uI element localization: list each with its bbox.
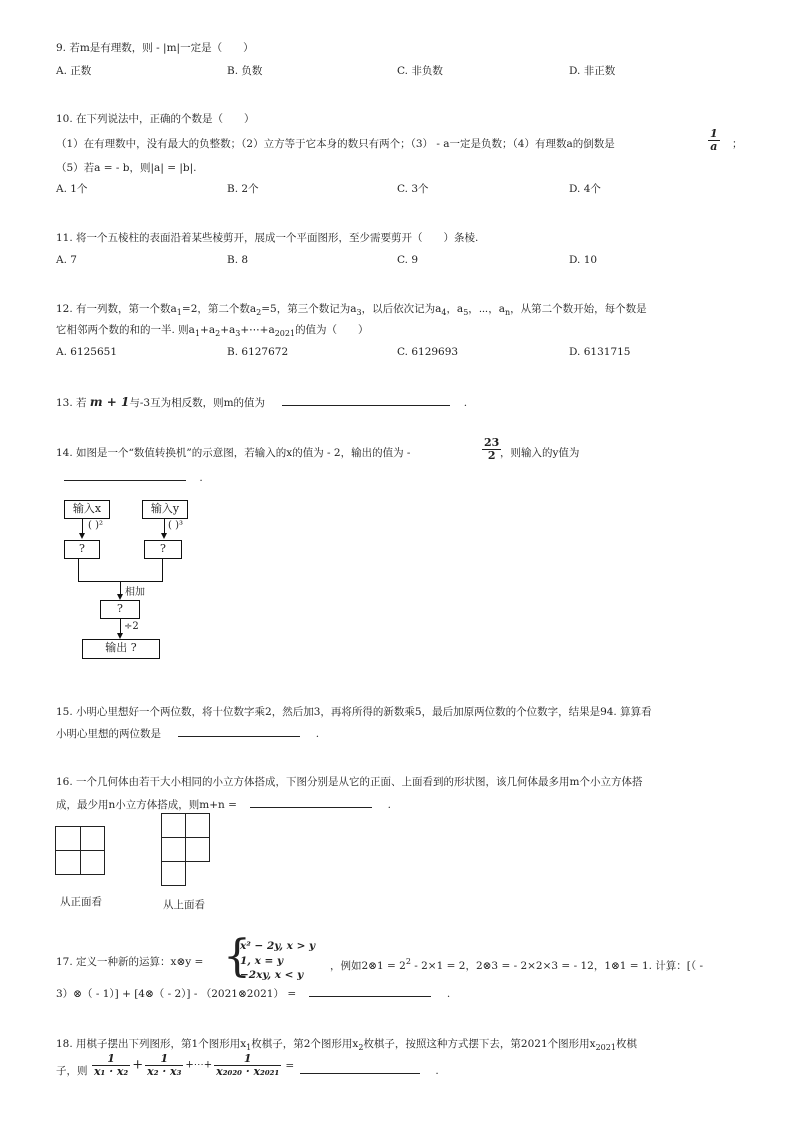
q10-stem: 10. 在下列说法中，正确的个数是（ ） — [56, 113, 255, 125]
subscript: 3 — [235, 329, 241, 338]
fraction-numerator: 1 — [710, 127, 718, 140]
q17-stem-pre: 17. 定义一种新的运算：x⊗y = — [56, 956, 204, 968]
ellipsis-sum: +⋯+ — [185, 1059, 213, 1071]
q12-text: ，a — [446, 303, 464, 315]
subscript: 2 — [215, 329, 221, 338]
grid-cell — [55, 826, 81, 851]
q12-text: =2，第二个数a — [181, 303, 257, 315]
grid-cell — [161, 813, 186, 838]
q17-line-2 — [56, 987, 450, 1001]
flow-connector — [164, 519, 165, 533]
subscript: 2 — [256, 308, 262, 317]
q18-text: 枚棋 — [615, 1038, 637, 1050]
q17-text: 3）⊗（ - 1）] + [4⊗（ - 2）] - （2021⊗2021） = — [56, 988, 297, 1000]
q17-case-3: −2xy, x < y — [240, 969, 304, 981]
q17-example — [330, 955, 703, 973]
q12-option-b: B. 6127672 — [227, 346, 289, 358]
grid-cell — [161, 861, 186, 886]
q13-answer-blank[interactable] — [282, 396, 450, 406]
q18-text: 18. 用棋子摆出下列图形，第1个图形用x — [56, 1038, 247, 1050]
fraction — [482, 437, 501, 462]
subscript: 3 — [356, 308, 362, 317]
q13-end: . — [463, 397, 468, 409]
q10-statement-line-2: （5）若a = - b，则|a| = |b|. — [56, 162, 197, 174]
subscript: 5 — [463, 308, 469, 317]
q16-end: . — [387, 799, 391, 811]
subscript: 4 — [441, 308, 447, 317]
q9-option-d: D. 非正数 — [569, 65, 616, 77]
q17-text: ，例如2⊗1 = 2 — [330, 960, 406, 972]
flow-result-y-box: ? — [144, 540, 182, 559]
q14-answer-line — [64, 471, 203, 485]
grid-cell — [80, 826, 105, 851]
q17-case-2: 1, x = y — [240, 955, 284, 967]
grid-cell — [80, 850, 105, 875]
q10-line1-end: ； — [732, 138, 743, 150]
q12-text: +a — [200, 324, 216, 336]
fraction — [92, 1053, 130, 1078]
flow-output-box: 输出 ? — [82, 639, 160, 659]
fraction-numerator: 1 — [145, 1053, 183, 1066]
q18-text: 枚棋子，第2个图形用x — [251, 1038, 359, 1050]
q18-line2-pre: 子，则 — [56, 1065, 88, 1077]
q12-text: +⋯+a — [240, 324, 275, 336]
q10-option-b: B. 2个 — [227, 183, 259, 195]
grid-cell — [185, 813, 210, 838]
q17-end: . — [446, 988, 451, 1000]
fraction — [214, 1053, 281, 1078]
fraction-denominator: x₂₀₂₀ · x₂₀₂₁ — [216, 1065, 280, 1078]
grid-cell — [185, 837, 210, 862]
q16-front-label: 从正面看 — [60, 896, 102, 908]
flow-divide-label: ÷2 — [124, 621, 139, 632]
q10-option-a: A. 1个 — [56, 183, 88, 195]
flow-cube-label: ( )³ — [168, 520, 183, 531]
subscript: 2 — [358, 1043, 364, 1052]
superscript: 2 — [405, 957, 411, 966]
equals-sign: = — [285, 1059, 295, 1072]
fraction-numerator: 1 — [214, 1053, 281, 1066]
q17-text: - 2×1 = 2，2⊗3 = - 2×2×3 = - 12，1⊗1 = 1. 计算：[（ - — [410, 960, 704, 972]
subscript: n — [505, 308, 511, 317]
q10-option-d: D. 4个 — [569, 183, 601, 195]
q16-answer-blank[interactable] — [250, 798, 372, 808]
q18-end: . — [435, 1065, 439, 1077]
q11-option-d: D. 10 — [569, 254, 598, 266]
q15-stem-line-2 — [56, 727, 319, 741]
q15-stem-line-1: 15. 小明心里想好一个两位数，将十位数字乘2，然后加3，再将所得的新数乘5，最后加原两位数的个位数字，结果是94. 算算看 — [56, 706, 652, 718]
q9-option-a: A. 正数 — [56, 65, 92, 77]
flow-input-y-box: 输入y — [142, 500, 188, 519]
q10-statement-line-1 — [56, 137, 615, 151]
fraction-denominator: x₂ · x₃ — [147, 1065, 182, 1078]
fraction-numerator: 1 — [92, 1053, 130, 1066]
flow-connector — [82, 519, 83, 533]
q17-answer-blank[interactable] — [309, 987, 431, 997]
plus-sign: + — [132, 1057, 144, 1073]
q11-option-b: B. 8 — [227, 254, 249, 266]
q18-answer-blank[interactable] — [300, 1064, 420, 1074]
q12-option-d: D. 6131715 — [569, 346, 631, 358]
fraction — [708, 128, 720, 153]
q13-text: 13. 若 — [56, 397, 87, 409]
q9-option-c: C. 非负数 — [397, 65, 443, 77]
flow-connector — [120, 581, 121, 594]
q12-text: +a — [220, 324, 236, 336]
q10-statements: （1）在有理数中，没有最大的负整数；（2）立方等于它本身的数只有两个；（3） - a一定是负数；（4）有理数a的倒数是 — [56, 138, 615, 150]
q15-answer-blank[interactable] — [178, 727, 300, 737]
fraction-denominator: a — [710, 140, 718, 153]
q12-stem-line-1 — [56, 302, 647, 320]
q15-text: 小明心里想的两位数是 — [56, 728, 161, 740]
q9-option-b: B. 负数 — [227, 65, 263, 77]
q16-top-label: 从上面看 — [163, 899, 205, 911]
subscript: 2021 — [274, 329, 296, 338]
left-brace-icon: { — [223, 931, 251, 982]
q12-text: =5，第三个数记为a — [261, 303, 357, 315]
q18-sum-expression — [90, 1053, 294, 1078]
flow-result-x-box: ? — [64, 540, 100, 559]
q14-stem: 14. 如图是一个“数值转换机”的示意图，若输入的x的值为 - 2，输出的值为 - — [56, 447, 411, 459]
q12-text: ，以后依次记为a — [361, 303, 442, 315]
q13-text: 与-3互为相反数，则m的值为 — [129, 397, 266, 409]
q12-text: 12. 有一列数，第一个数a — [56, 303, 177, 315]
q11-stem: 11. 将一个五棱柱的表面沿着某些棱剪开，展成一个平面图形，至少需要剪开（ ）条棱. — [56, 232, 479, 244]
q14-stem-post: ，则输入的y值为 — [500, 447, 580, 459]
q18-answer-line — [300, 1064, 439, 1078]
q17-case-1: x² − 2y, x > y — [240, 940, 316, 952]
flow-connector — [162, 559, 163, 581]
q18-text: 枚棋子，按照这种方式摆下去，第2021个图形用x — [363, 1038, 596, 1050]
flow-connector — [78, 559, 79, 581]
flow-connector — [120, 619, 121, 633]
q12-option-c: C. 6129693 — [397, 346, 459, 358]
fraction-numerator: 23 — [484, 436, 500, 449]
q14-end: . — [199, 472, 203, 484]
q12-option-a: A. 6125651 — [56, 346, 118, 358]
subscript: 2021 — [595, 1043, 616, 1052]
q12-text: 它相邻两个数的和的一半. 则a — [56, 324, 195, 336]
q16-stem-line-2 — [56, 798, 391, 812]
q11-option-a: A. 7 — [56, 254, 77, 266]
subscript: 1 — [194, 329, 201, 338]
q12-text: 的值为（ ） — [295, 324, 369, 336]
subscript: 1 — [246, 1043, 252, 1052]
fraction-denominator: x₁ · x₂ — [94, 1065, 129, 1078]
flow-add-label: 相加 — [125, 587, 145, 598]
q10-option-c: C. 3个 — [397, 183, 429, 195]
arrow-down-icon — [161, 533, 167, 539]
q9-stem: 9. 若m是有理数，则 - |m|一定是（ ） — [56, 42, 254, 54]
flow-sum-box: ? — [100, 600, 140, 619]
q11-option-c: C. 9 — [397, 254, 419, 266]
q14-answer-blank[interactable] — [64, 471, 186, 481]
grid-cell — [55, 850, 81, 875]
flow-square-label: ( )² — [88, 520, 103, 531]
subscript: 1 — [176, 308, 182, 317]
q10-reciprocal-fraction — [706, 128, 722, 153]
fraction — [145, 1053, 183, 1078]
q13-math-expression: m + 1 — [89, 395, 130, 409]
arrow-down-icon — [79, 533, 85, 539]
q12-text: ，⋯，a — [468, 303, 506, 315]
q12-stem-line-2 — [56, 323, 369, 341]
q13-stem — [56, 395, 467, 410]
q12-text: ，从第二个数开始，每个数是 — [510, 303, 647, 315]
q16-stem-line-1: 16. 一个几何体由若干大小相同的小立方体搭成，下图分别是从它的正面、上面看到的形状图，该几何体最多用m个小立方体搭 — [56, 776, 643, 788]
fraction-denominator: 2 — [487, 449, 496, 462]
grid-cell — [161, 837, 186, 862]
q15-end: . — [315, 728, 320, 740]
q16-text: 成，最少用n小立方体搭成，则m+n = — [56, 799, 237, 811]
flow-input-x-box: 输入x — [64, 500, 110, 519]
